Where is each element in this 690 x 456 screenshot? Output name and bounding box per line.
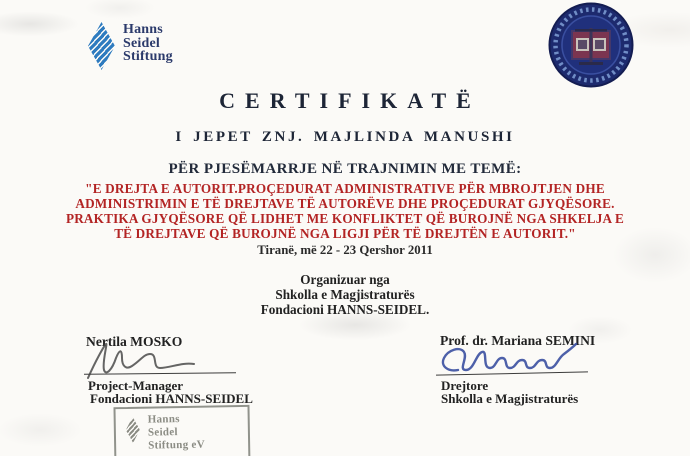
seal-icon [545, 2, 637, 90]
hanns-seidel-logo-text [123, 20, 173, 70]
organizer-intro: Organizuar nga [300, 272, 390, 287]
training-topic [0, 181, 690, 241]
right-signer-role: Drejtore [441, 378, 489, 393]
stamp-text [147, 408, 205, 453]
organizer-block [0, 272, 690, 318]
organizer-foundation: Fondacioni HANNS-SEIDEL. [260, 302, 430, 318]
hanns-seidel-logo [88, 20, 173, 70]
magjistratura-seal [545, 2, 637, 95]
logo-line-3: Stiftung [123, 49, 173, 64]
topic-line-3: PRAKTIKA GJYQËSORE QË LIDHET ME KONFLIKTET QË BUROJNË NGA SHKELJA E [65, 211, 625, 226]
logo-line-2: Seidel [123, 35, 160, 51]
participation-line: PËR PJESËMARRJE NË TRAJNIMIN ME TEMË: [168, 161, 522, 177]
right-signer-org: Shkolla e Magjistraturës [441, 391, 579, 406]
topic-line-1: "E DREJTA E AUTORIT.PROÇEDURAT ADMINISTRATIVE PËR MBROJTJEN DHE [85, 181, 605, 196]
right-signer-name: Prof. dr. Mariana SEMINI [440, 333, 596, 348]
certificate-title: CERTIFIKATË [219, 88, 481, 113]
left-signer-name: Nertila MOSKO [86, 334, 183, 349]
stamp-line-3: Stiftung eV [148, 438, 206, 452]
hanns-seidel-diamond-icon [88, 22, 115, 70]
topic-line-2: ADMINISTRIMIN E TË DREJTAVE TË AUTORËVE DHE PROÇEDURAT GJYQËSORE. [75, 196, 615, 211]
left-signer-role: Project-Manager [88, 378, 184, 393]
topic-line-4: TË DREJTAVE QË BUROJNË NGA LIGJI PËR TË DREJTËN E AUTORIT." [114, 226, 576, 241]
stamp-line-2: Seidel [147, 426, 178, 439]
organizer-school: Shkolla e Magjistraturës [275, 287, 415, 303]
logo-line-1: Hanns [123, 22, 163, 37]
recipient-line: I JEPET ZNJ. MAJLINDA MANUSHI [175, 129, 515, 145]
hanns-seidel-stamp [113, 405, 250, 456]
date-location-line: Tiranë, më 22 - 23 Qershor 2011 [257, 243, 433, 257]
stamp-diamond-icon [126, 417, 140, 443]
left-signer-org: Fondacioni HANNS-SEIDEL [90, 391, 253, 406]
stamp-line-1: Hanns [147, 413, 180, 426]
